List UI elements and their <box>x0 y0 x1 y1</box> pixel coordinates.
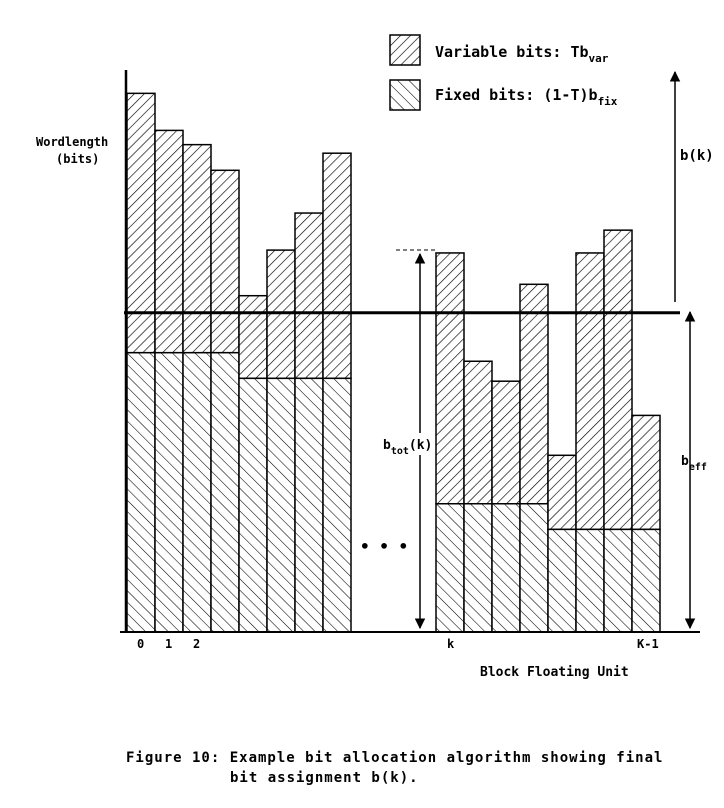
legend <box>390 35 618 110</box>
bar-fixed-left-4 <box>239 378 267 632</box>
bar-variable-left-3 <box>211 170 239 352</box>
bar-fixed-left-3 <box>211 353 239 632</box>
bar-variable-right-5 <box>576 253 604 529</box>
bar-variable-right-3 <box>520 284 548 503</box>
bar-variable-right-0 <box>436 253 464 504</box>
legend-variable-swatch <box>390 35 420 65</box>
bar-fixed-right-4 <box>548 529 576 632</box>
x-tick-label-0: 0 <box>137 637 145 651</box>
bar-fixed-right-2 <box>492 504 520 632</box>
bar-fixed-left-2 <box>183 353 211 632</box>
bar-fixed-left-1 <box>155 353 183 632</box>
bar-fixed-right-7 <box>632 529 660 632</box>
bar-variable-right-2 <box>492 381 520 504</box>
bar-fixed-right-0 <box>436 504 464 632</box>
legend-fixed-label: Fixed bits: $(1-T)b_{fix}$ <box>435 86 618 108</box>
x-axis-label: Block Floating Unit <box>480 665 629 680</box>
bar-variable-left-1 <box>155 130 183 352</box>
x-tick-label-last: K-1 <box>637 637 659 651</box>
legend-variable-label: Variable bits: $Tb_{var}$ <box>435 43 609 65</box>
bar-fixed-left-7 <box>323 378 351 632</box>
bar-fixed-right-3 <box>520 504 548 632</box>
bar-variable-right-7 <box>632 415 660 529</box>
legend-fixed-swatch <box>390 80 420 110</box>
bar-fixed-right-6 <box>604 529 632 632</box>
bar-variable-left-4 <box>239 296 267 379</box>
beff-label: $b_{eff}$ <box>681 454 707 473</box>
ellipsis: • • • <box>360 537 409 556</box>
btot-label: $b_{tot}(k)$ <box>383 438 433 457</box>
figure-caption <box>126 748 706 788</box>
bar-fixed-left-6 <box>295 378 323 632</box>
bar-fixed-left-5 <box>267 378 295 632</box>
x-tick-label-k: k <box>447 637 455 651</box>
bar-variable-right-1 <box>464 361 492 504</box>
bar-fixed-right-1 <box>464 504 492 632</box>
bar-variable-right-6 <box>604 230 632 529</box>
bar-variable-left-6 <box>295 213 323 378</box>
bar-variable-right-4 <box>548 455 576 529</box>
bar-variable-left-2 <box>183 145 211 353</box>
x-tick-label-1: 1 <box>165 637 173 651</box>
y-axis-label-line1: Wordlength <box>36 135 109 149</box>
bar-fixed-left-0 <box>127 353 155 632</box>
caption-line-2: bit assignment b(k). <box>230 770 419 786</box>
y-axis-label-line2: (bits) <box>56 152 100 166</box>
bar-fixed-right-5 <box>576 529 604 632</box>
caption-line-1: Figure 10: Example bit allocation algorithm showing final <box>126 750 664 766</box>
x-tick-label-2: 2 <box>193 637 201 651</box>
bk-label: b(k) <box>680 148 714 164</box>
bar-variable-left-7 <box>323 153 351 378</box>
